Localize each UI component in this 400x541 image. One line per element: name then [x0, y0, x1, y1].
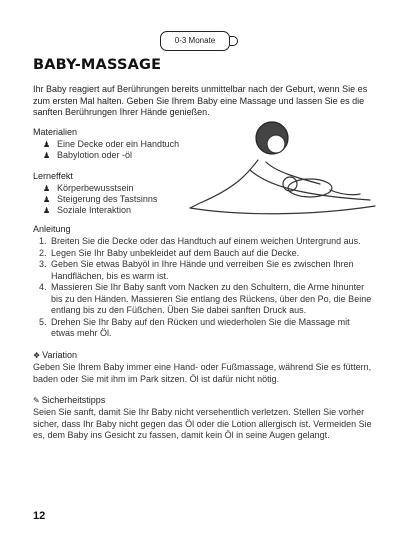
materials-heading: Materialien [33, 127, 78, 137]
safety-heading: ✎ Sicherheitstipps [33, 395, 106, 405]
age-badge-label: 0-3 Monate [174, 36, 216, 45]
list-item: 4. Massieren Sie Ihr Baby sanft vom Nacken zu den Schultern, die Arme hinunter bis zu den Händen. Massieren Sie entlang des Rückens, über den Po, die Beine entlang bis zu den Füßchen. Üben Sie dabei sanften Druck aus. [39, 282, 372, 315]
list-item: 1. Breiten Sie die Decke oder das Handtuch auf einem weichen Untergrund aus. [39, 236, 361, 246]
footprint-icon: ♟ [43, 140, 51, 149]
page-number: 12 [33, 510, 46, 522]
safety-text: Seien Sie sanft, damit Sie Ihr Baby nicht versehentlich verletzen. Stellen Sie vorher sicher, dass Ihr Baby nicht gegen das Öl oder die Lotion allergisch ist. Vermeiden Sie es, dem Baby ins Gesicht zu fassen, damit kein Öl in seine Augen gelangt. [33, 407, 372, 440]
page-title: BABY-MASSAGE [33, 57, 162, 73]
footprint-icon: ♟ [43, 184, 51, 193]
list-item: ♟ Babylotion oder -öl [43, 150, 133, 160]
puzzle-icon: ❖ [33, 351, 41, 360]
footprint-icon: ♟ [43, 195, 51, 204]
list-item: 2. Legen Sie Ihr Baby unbekleidet auf dem Bauch auf die Decke. [39, 247, 300, 258]
footprint-icon: ♟ [43, 151, 51, 160]
instructions-heading: Anleitung [33, 224, 71, 234]
learning-list [43, 183, 157, 216]
footprint-icon: ♟ [43, 206, 51, 215]
instructions-list [33, 236, 373, 340]
learning-heading: Lerneffekt [33, 171, 73, 181]
list-item: ♟ Steigerung des Tastsinns [43, 194, 158, 204]
materials-list [43, 139, 179, 161]
mother-baby-illustration [180, 108, 380, 223]
bottle-nipple-icon [230, 36, 238, 46]
list-item: ♟ Eine Decke oder ein Handtuch [43, 139, 180, 149]
list-item: 3. Geben Sie etwas Babyöl in Ihre Hände und verreiben Sie es zwischen Ihren Handflächen, bis es warm ist. [39, 259, 354, 281]
list-item: 5. Drehen Sie Ihr Baby auf den Rücken und wiederholen Sie die Massage mit etwas mehr Öl. [39, 316, 350, 338]
intro-text: Ihr Baby reagiert auf Berührungen bereits unmittelbar nach der Geburt, wenn Sie es zum ersten Mal halten. Geben Sie Ihrem Baby eine Massage und lassen Sie es die sanften Berührungen Ihrer Hände genießen. [33, 84, 368, 117]
list-item: ♟ Soziale Interaktion [43, 205, 132, 215]
variation-text: Geben Sie Ihrem Baby immer eine Hand- oder Fußmassage, während Sie es füttern, baden oder Sie mit ihm im Park sitzen. Öl ist dafür nicht nötig. [33, 362, 372, 384]
pencil-icon: ✎ [33, 396, 40, 405]
variation-heading: ❖ Variation [33, 350, 78, 360]
age-badge [160, 31, 230, 51]
list-item: ♟ Körperbewusstsein [43, 183, 134, 193]
